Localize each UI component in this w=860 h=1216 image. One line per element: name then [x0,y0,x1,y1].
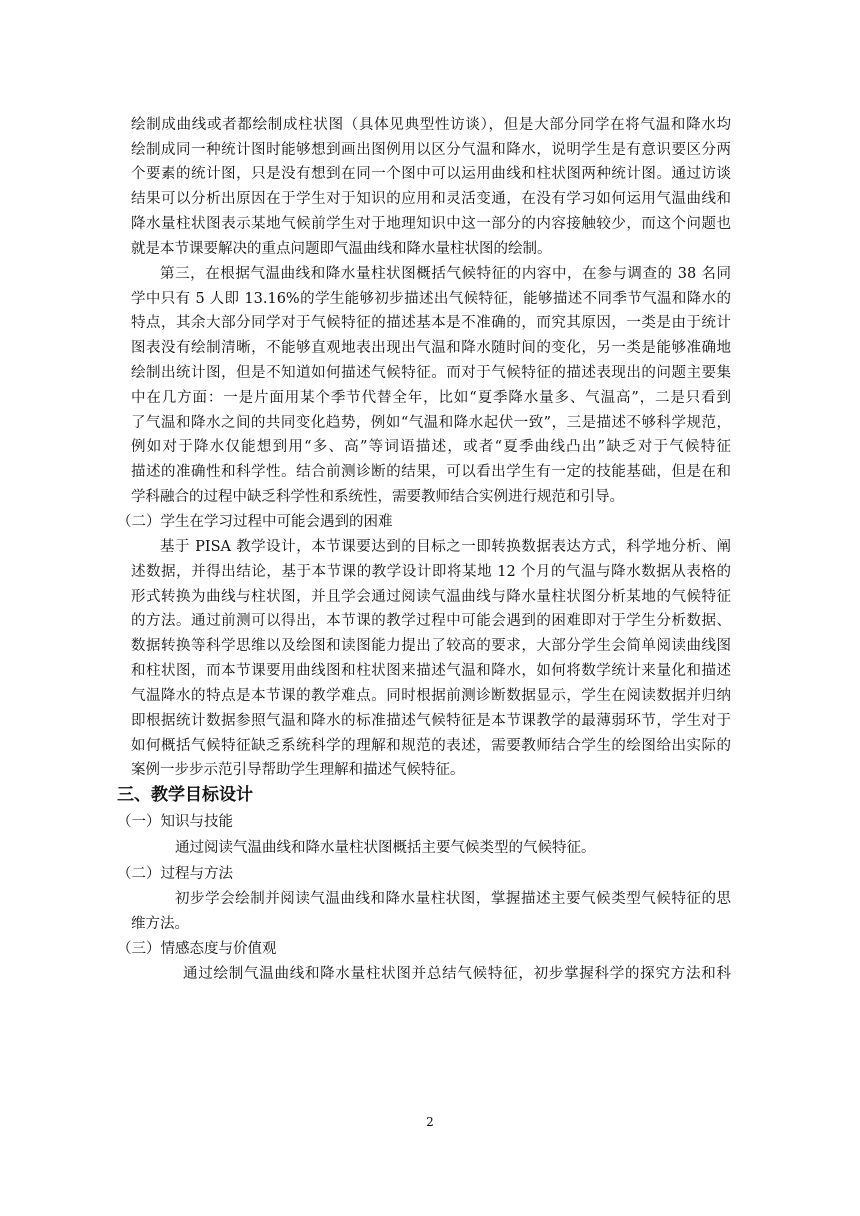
text-line: 特点，其余大部分同学对于气候特征的描述基本是不准确的，而究其原因，一类是由于统计 [131,315,731,331]
subheading: （一）知识与技能 [117,814,233,830]
section-heading: 三、教学目标设计 [117,785,253,805]
subheading: （二）过程与方法 [117,866,233,882]
text-line: 结果可以分析出原因在于学生对于知识的应用和灵活变通，在没有学习如何运用气温曲线和 [131,191,731,207]
text-line: 中在几方面：一是片面用某个季节代替全年，比如“夏季降水量多、气温高”，二是只看到 [131,390,731,406]
paragraph-first-line: 通过绘制气温曲线和降水量柱状图并总结气候特征，初步掌握科学的探究方法和科 [183,966,731,982]
text-line: 就是本节课要解决的重点问题即气温曲线和降水量柱状图的绘制。 [131,241,552,257]
text-line: 气温降水的特点是本节课的教学难点。同时根据前测诊断数据显示，学生在阅读数据并归纳 [131,688,731,704]
text-line: 案例一步步示范引导帮助学生理解和描述气候特征。 [131,762,465,778]
text-line: 维方法。 [131,916,189,932]
text-line: 如何概括气候特征缺乏系统科学的理解和规范的表述，需要教师结合学生的绘图给出实际的 [131,738,731,754]
subheading: （三）情感态度与价值观 [117,941,277,957]
paragraph-first-line: 第三，在根据气温曲线和降水量柱状图概括气候特征的内容中，在参与调查的 38 名同 [160,266,731,282]
text-line: 和柱状图，而本节课要用曲线图和柱状图来描述气温和降水，如何将数学统计来量化和描述 [131,663,731,679]
text-line: 学科融合的过程中缺乏科学性和系统性，需要教师结合实例进行规范和引导。 [131,489,624,505]
subheading: （二）学生在学习过程中可能会遇到的困难 [117,514,393,530]
text-line: 图表没有绘制清晰，不能够直观地表出现出气温和降水随时间的变化，另一类是能够准确地 [131,340,731,356]
text-line: 形式转换为曲线与柱状图，并且学会通过阅读气温曲线与降水量柱状图分析某地的气候特征 [131,589,731,605]
text-line: 绘制成同一种统计图时能够想到画出图例用以区分气温和降水，说明学生是有意识要区分两 [131,142,731,158]
paragraph-first-line: 初步学会绘制并阅读气温曲线和降水量柱状图，掌握描述主要气候类型气候特征的思 [175,891,731,907]
text-line: 描述的准确性和科学性。结合前测诊断的结果，可以看出学生有一定的技能基础，但是在和 [131,464,731,480]
text-line: 降水量柱状图表示某地气候前学生对于地理知识中这一部分的内容接触较少，而这个问题也 [131,216,731,232]
text-line: 了气温和降水之间的共同变化趋势，例如“气温和降水起伏一致”，三是描述不够科学规范， [131,415,731,431]
text-line: 绘制成曲线或者都绘制成柱状图（具体见典型性访谈），但是大部分同学在将气温和降水均 [131,117,731,133]
text-line: 数据转换等科学思维以及绘图和读图能力提出了较高的要求，大部分学生会简单阅读曲线图 [131,638,731,654]
text-line: 绘制出统计图，但是不知道如何描述气候特征。而对于气候特征的描述表现出的问题主要集 [131,365,731,381]
text-line: 即根据统计数据参照气温和降水的标准描述气候特征是本节课教学的最薄弱环节，学生对于 [131,713,731,729]
page-number: 2 [426,1115,434,1129]
text-line: 个要素的统计图，只是没有想到在同一个图中可以运用曲线和柱状图两种统计图。通过访谈 [131,166,731,182]
paragraph-first-line: 基于 PISA 教学设计，本节课要达到的目标之一即转换数据表达方式，科学地分析、阐 [160,539,731,555]
text-line: 通过阅读气温曲线和降水量柱状图概括主要气候类型的气候特征。 [175,840,596,856]
text-line: 的方法。通过前测可以得出，本节课的教学过程中可能会遇到的困难即对于学生分析数据、 [131,613,731,629]
text-line: 学中只有 5 人即 13.16%的学生能够初步描述出气候特征，能够描述不同季节气温和降水的 [131,291,731,307]
text-line: 述数据，并得出结论，基于本节课的教学设计即将某地 12 个月的气温与降水数据从表格的 [131,564,731,580]
text-line: 例如对于降水仅能想到用“多、高”等词语描述，或者“夏季曲线凸出”缺乏对于气候特征 [131,439,731,455]
